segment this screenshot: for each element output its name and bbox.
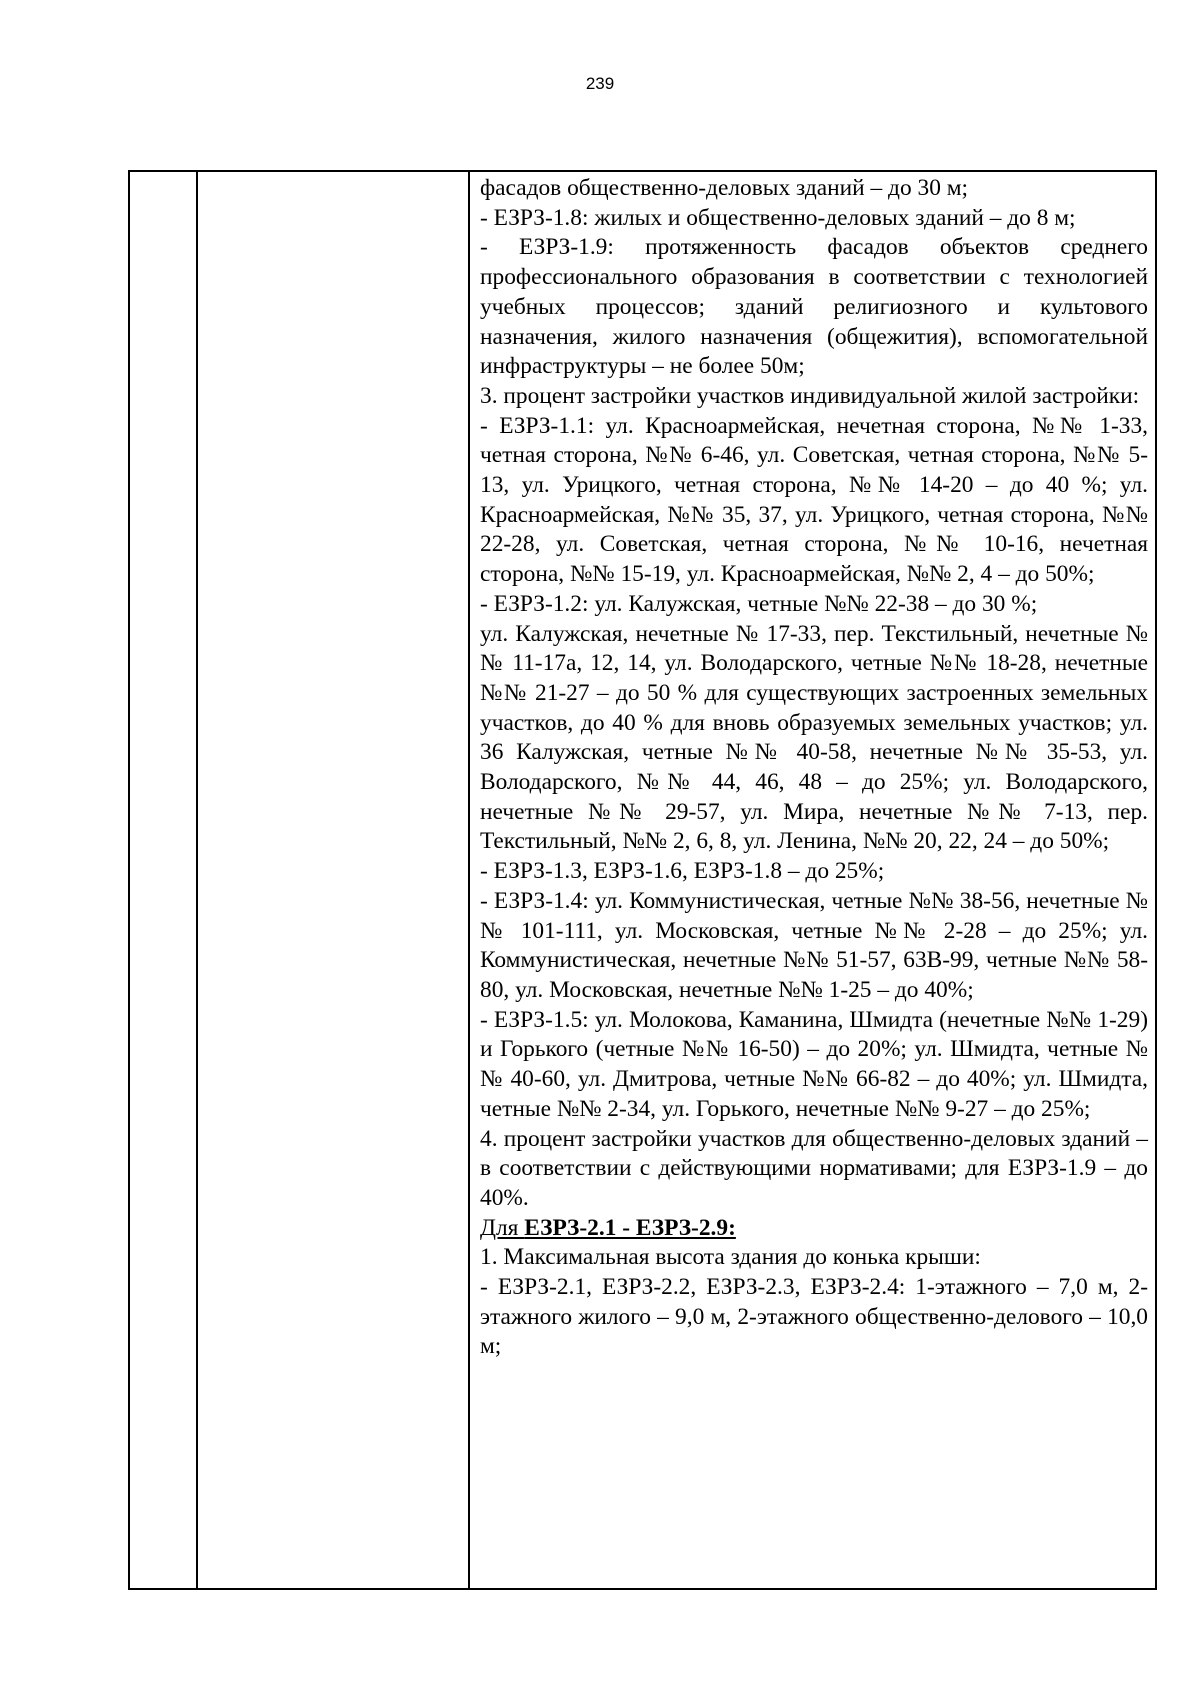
paragraph: - ЕЗРЗ-1.1: ул. Красноармейская, нечетная сторона, №№ 1-33, четная сторона, №№ 6-46, ул. Советская, четная сторона, №№ 5-13, ул. Урицкого, четная сторона, №№ 14-20 – до 40 %; ул. Красноармейская, №№ 35, 37, ул. Урицкого, четная сторона, №№ 22-28, ул. Советская, четная сторона, №№ 10-16, нечетная сторона, №№ 15-19, ул. Красноармейская, №№ 2, 4 – до 50%; bbox=[480, 412, 1148, 588]
paragraph: 4. процент застройки участков для общественно-деловых зданий – в соответствии с действующими нормативами; для ЕЗРЗ-1.9 – до 40%. bbox=[480, 1125, 1148, 1211]
requirements-cell bbox=[480, 174, 1148, 1362]
section-heading-prefix: Для bbox=[480, 1214, 525, 1241]
paragraph: ул. Калужская, нечетные № 17-33, пер. Текстильный, нечетные №№ 11-17а, 12, 14, ул. Володарского, четные №№ 18-28, нечетные №№ 21-27 – до 50 % для существующих застроенных земельных участков, до 40 % для вновь образуемых земельных участков; ул. 36 Калужская, четные №№ 40-58, нечетные №№ 35-53, ул. Володарского, №№ 44, 46, 48 – до 25%; ул. Володарского, нечетные №№ 29-57, ул. Мира, нечетные №№ 7-13, пер. Текстильный, №№ 2, 6, 8, ул. Ленина, №№ 20, 22, 24 – до 50%; bbox=[480, 620, 1148, 855]
paragraph: - ЕЗРЗ-1.4: ул. Коммунистическая, четные №№ 38-56, нечетные №№ 101-111, ул. Московская, четные №№ 2-28 – до 25%; ул. Коммунистическая, нечетные №№ 51-57, 63В-99, четные №№ 58-80, ул. Московская, нечетные №№ 1-25 – до 40%; bbox=[480, 887, 1148, 1003]
paragraph: 1. Максимальная высота здания до конька крыши: bbox=[480, 1244, 981, 1271]
page-number: 239 bbox=[585, 74, 615, 93]
column-divider-2 bbox=[468, 172, 470, 1588]
paragraph: - ЕЗРЗ-2.1, ЕЗРЗ-2.2, ЕЗРЗ-2.3, ЕЗРЗ-2.4: 1-этажного – 7,0 м, 2-этажного жилого – 9,0 м, 2-этажного общественно-делового – 10,0 м; bbox=[480, 1274, 1148, 1360]
paragraph: 3. процент застройки участков индивидуальной жилой застройки: bbox=[480, 382, 1140, 409]
paragraph: - ЕЗРЗ-1.5: ул. Молокова, Каманина, Шмидта (нечетные №№ 1-29) и Горького (четные №№ 16-50) – до 20%; ул. Шмидта, четные №№ 40-60, ул. Дмитрова, четные №№ 66-82 – до 40%; ул. Шмидта, четные №№ 2-34, ул. Горького, нечетные №№ 9-27 – до 25%; bbox=[480, 1006, 1148, 1122]
paragraph: - ЕЗРЗ-1.3, ЕЗРЗ-1.6, ЕЗРЗ-1.8 – до 25%; bbox=[480, 858, 885, 885]
section-heading bbox=[480, 1214, 1148, 1244]
paragraph: - ЕЗРЗ-1.8: жилых и общественно-деловых зданий – до 8 м; bbox=[480, 204, 1076, 231]
column-divider-1 bbox=[196, 172, 198, 1588]
paragraph: - ЕЗРЗ-1.2: ул. Калужская, четные №№ 22-38 – до 30 %; bbox=[480, 590, 1038, 617]
section-heading-zones: ЕЗРЗ-2.1 - ЕЗРЗ-2.9: bbox=[524, 1214, 736, 1241]
paragraph: - ЕЗРЗ-1.9: протяженность фасадов объектов среднего профессионального образования в соответствии с технологией учебных процессов; зданий религиозного и культового назначения, жилого назначения (общежития), вспомогательной инфраструктуры – не более 50м; bbox=[480, 234, 1148, 380]
paragraph: фасадов общественно-деловых зданий – до 30 м; bbox=[480, 175, 969, 201]
regulations-table bbox=[128, 170, 1157, 1590]
